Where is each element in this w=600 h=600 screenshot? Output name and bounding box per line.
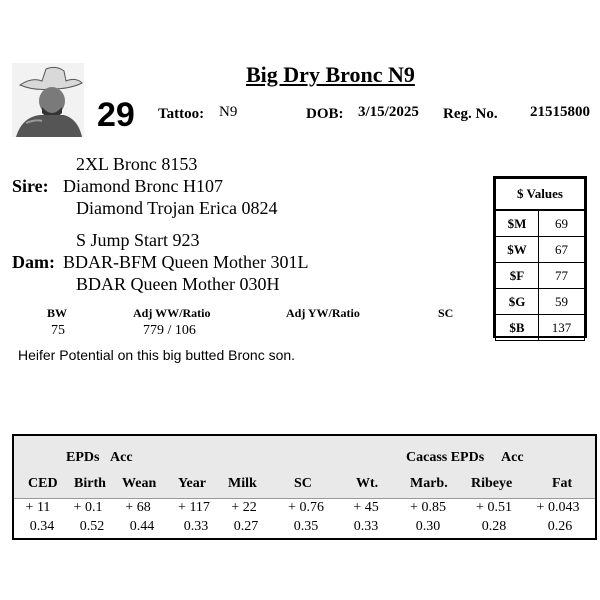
table-row — [496, 315, 585, 341]
index-value: 137 — [539, 315, 585, 341]
epd-accuracy: 0.33 — [183, 519, 209, 534]
epd-accuracy: 0.34 — [29, 519, 55, 534]
index-key: $W — [496, 237, 539, 263]
col-header: Marb. — [410, 476, 448, 491]
dam-label: Dam: — [12, 252, 55, 272]
bw-label: BW — [47, 306, 68, 320]
col-header: Wt. — [356, 476, 379, 491]
index-key: $G — [496, 289, 539, 315]
tattoo-label: Tattoo: — [158, 106, 205, 122]
index-key: $B — [496, 315, 539, 341]
tattoo-value: N9 — [219, 104, 238, 120]
dam-granddam: BDAR Queen Mother 030H — [76, 274, 280, 294]
table-row — [496, 289, 585, 315]
epd-value: + 22 — [231, 500, 257, 515]
reg-no-value: 21515800 — [530, 104, 590, 120]
adj-ww-label: Adj WW/Ratio — [133, 306, 211, 320]
col-header: Birth — [74, 476, 106, 491]
bw-value: 75 — [51, 323, 65, 338]
dob-label: DOB: — [306, 106, 344, 122]
sire-label: Sire: — [12, 176, 49, 196]
epd-value: + 11 — [25, 500, 51, 515]
index-key: $F — [496, 263, 539, 289]
index-key: $M — [496, 210, 539, 237]
dam-name: BDAR-BFM Queen Mother 301L — [63, 252, 309, 272]
index-value: 77 — [539, 263, 585, 289]
carcass-epds-label: Cacass EPDs — [406, 450, 485, 465]
dollar-values-table — [493, 176, 587, 338]
epds-group-label: EPDs — [66, 450, 100, 465]
epd-accuracy: 0.52 — [79, 519, 105, 534]
epd-accuracy: 0.35 — [293, 519, 319, 534]
table-row — [496, 210, 585, 237]
cowboy-photo — [12, 63, 84, 137]
table-row — [496, 263, 585, 289]
dam-grandsire: S Jump Start 923 — [76, 230, 200, 250]
index-value: 67 — [539, 237, 585, 263]
col-header: Fat — [552, 476, 573, 491]
epd-accuracy: 0.28 — [481, 519, 507, 534]
epd-accuracy: 0.33 — [353, 519, 379, 534]
epd-value: + 0.043 — [536, 500, 580, 515]
sire-name: Diamond Bronc H107 — [63, 176, 223, 196]
index-value: 69 — [539, 210, 585, 237]
sire-grandsire: 2XL Bronc 8153 — [76, 154, 198, 174]
lot-number: 29 — [97, 96, 135, 134]
sc-label: SC — [438, 306, 454, 320]
adj-ww-value: 779 / 106 — [143, 323, 196, 338]
epd-value: + 117 — [178, 500, 210, 515]
col-header: Milk — [228, 476, 257, 491]
carcass-acc-label: Acc — [501, 450, 524, 465]
epd-accuracy: 0.44 — [129, 519, 155, 534]
epd-value: + 0.51 — [476, 500, 512, 515]
reg-no-label: Reg. No. — [443, 106, 498, 122]
col-header: Wean — [122, 476, 157, 491]
epd-accuracy: 0.27 — [233, 519, 259, 534]
epd-accuracy: 0.26 — [547, 519, 573, 534]
dob-value: 3/15/2025 — [358, 104, 419, 120]
col-header: CED — [28, 476, 58, 491]
epd-table — [12, 434, 597, 540]
dollar-values-header: $ Values — [496, 179, 585, 211]
epds-acc-label: Acc — [110, 450, 133, 465]
index-value: 59 — [539, 289, 585, 315]
col-header: Year — [178, 476, 206, 491]
col-header: SC — [294, 476, 312, 491]
epd-value: + 45 — [353, 500, 379, 515]
epd-value: + 0.85 — [410, 500, 446, 515]
sire-granddam: Diamond Trojan Erica 0824 — [76, 198, 278, 218]
animal-name-title: Big Dry Bronc N9 — [246, 62, 415, 87]
col-header: Ribeye — [471, 476, 513, 491]
table-row — [496, 237, 585, 263]
comment-note: Heifer Potential on this big butted Bronc son. — [18, 347, 296, 363]
epd-accuracy: 0.30 — [415, 519, 441, 534]
epd-value: + 68 — [125, 500, 151, 515]
epd-value: + 0.76 — [288, 500, 324, 515]
adj-yw-label: Adj YW/Ratio — [286, 306, 360, 320]
epd-value: + 0.1 — [73, 500, 103, 515]
